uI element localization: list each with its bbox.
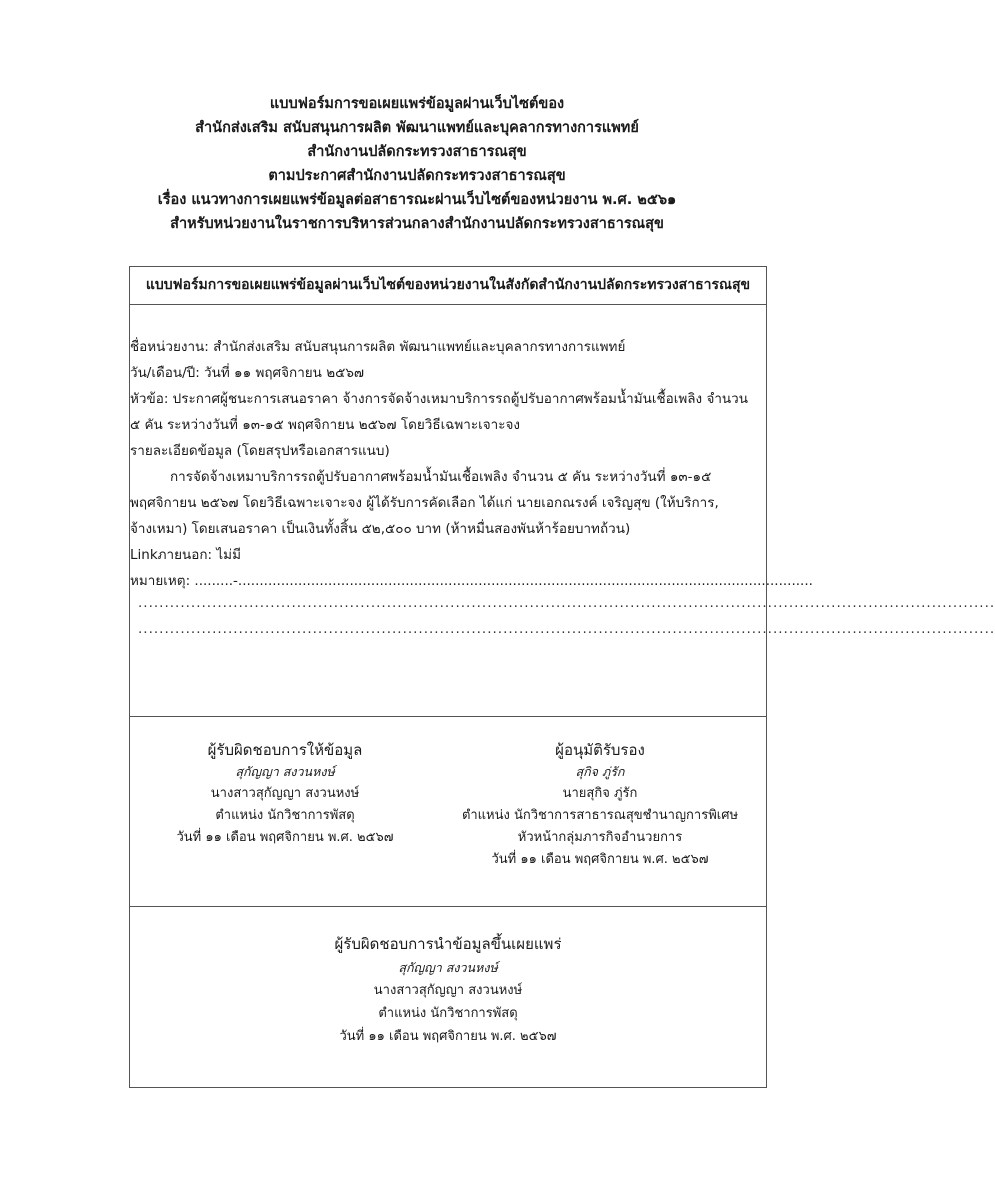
- external-link: Linkภายนอก: ไม่มี: [130, 547, 241, 563]
- header-line-5: เรื่อง แนวทางการเผยแพร่ข้อมูลต่อสาธารณะผ่านเว็บไซต์ของหน่วยงาน พ.ศ. ๒๕๖๑: [157, 192, 677, 208]
- approver-signature: สุกิจ ภู่รัก: [575, 764, 625, 779]
- remark-dotted-line-2: ..................................................................................................................................................................: [138, 621, 995, 637]
- header-line-2: สำนักส่งเสริม สนับสนุนการผลิต พัฒนาแพทย์และบุคลากรทางการแพทย์: [195, 120, 639, 136]
- header-line-6: สำหรับหน่วยงานในราชการบริหารส่วนกลางสำนักงานปลัดกระทรวงสาธารณสุข: [170, 216, 664, 232]
- summary-line-1: การจัดจ้างเหมาบริการรถตู้ปรับอากาศพร้อมน้ำมันเชื้อเพลิง จำนวน ๕ คัน ระหว่างวันที่ ๑๓-๑๕: [170, 469, 712, 485]
- remark-dotted-line-1: ..................................................................................................................................................................: [138, 595, 995, 611]
- header-line-4: ตามประกาศสำนักงานปลัดกระทรวงสาธารณสุข: [268, 168, 566, 184]
- publisher-position: ตำแหน่ง นักวิชาการพัสดุ: [378, 1006, 518, 1021]
- publication-form: [129, 266, 995, 1088]
- approver-heading: ผู้อนุมัติรับรอง: [555, 741, 645, 759]
- summary-line-3: จ้างเหมา) โดยเสนอราคา เป็นเงินทั้งสิ้น ๕๒,๕๐๐ บาท (ห้าหมื่นสองพันห้าร้อยบาทถ้วน): [130, 521, 631, 537]
- approver-name: นายสุกิจ ภู่รัก: [562, 786, 638, 801]
- header-line-1: แบบฟอร์มการขอเผยแพร่ข้อมูลผ่านเว็บไซต์ของ: [269, 96, 565, 112]
- agency-name: ชื่อหน่วยงาน: สำนักส่งเสริม สนับสนุนการผลิต พัฒนาแพทย์และบุคลากรทางการแพทย์: [130, 339, 626, 355]
- approver-position: ตำแหน่ง นักวิชาการสาธารณสุขชำนาญการพิเศษ: [461, 808, 739, 823]
- responsible-name: นางสาวสุกัญญา สงวนหงษ์: [210, 786, 360, 801]
- signature-section: [130, 717, 766, 907]
- summary-label: รายละเอียดข้อมูล (โดยสรุปหรือเอกสารแนบ): [130, 443, 390, 459]
- publisher-heading: ผู้รับผิดชอบการนำข้อมูลขึ้นเผยแพร่: [334, 935, 562, 953]
- publisher-signature: สุกัญญา สงวนหงษ์: [398, 960, 498, 975]
- approver-date: วันที่ ๑๑ เดือน พฤศจิกายน พ.ศ. ๒๕๖๗: [491, 852, 709, 867]
- details-section: [130, 305, 995, 717]
- publisher-date: วันที่ ๑๑ เดือน พฤศจิกายน พ.ศ. ๒๕๖๗: [339, 1029, 557, 1044]
- header-line-3: สำนักงานปลัดกระทรวงสาธารณสุข: [307, 144, 527, 160]
- form-title: แบบฟอร์มการขอเผยแพร่ข้อมูลผ่านเว็บไซต์ของหน่วยงานในสังกัดสำนักงานปลัดกระทรวงสาธารณสุข: [130, 267, 766, 305]
- subject-line-1: หัวข้อ: ประกาศผู้ชนะการเสนอราคา จ้างการจัดจ้างเหมาบริการรถตู้ปรับอากาศพร้อมน้ำมันเชื้อเพลิง จำนวน: [130, 391, 748, 407]
- document-header: [0, 92, 834, 236]
- publisher-section: [130, 907, 766, 1089]
- responsible-date: วันที่ ๑๑ เดือน พฤศจิกายน พ.ศ. ๒๕๖๗: [176, 830, 394, 845]
- subject-line-2: ๕ คัน ระหว่างวันที่ ๑๓-๑๕ พฤศจิกายน ๒๕๖๗ โดยวิธีเฉพาะเจาะจง: [130, 417, 520, 433]
- publish-date: วัน/เดือน/ปี: วันที่ ๑๑ พฤศจิกายน ๒๕๖๗: [130, 365, 365, 381]
- remark: หมายเหตุ: .........-......................................................................................................................................: [130, 573, 813, 589]
- publisher-name: นางสาวสุกัญญา สงวนหงษ์: [373, 983, 523, 998]
- responsible-position: ตำแหน่ง นักวิชาการพัสดุ: [215, 808, 355, 823]
- approver-block: [450, 739, 750, 871]
- responsible-signature: สุกัญญา สงวนหงษ์: [235, 764, 335, 779]
- responsible-heading: ผู้รับผิดชอบการให้ข้อมูล: [207, 741, 363, 759]
- summary-line-2: พฤศจิกายน ๒๕๖๗ โดยวิธีเฉพาะเจาะจง ผู้ได้รับการคัดเลือก ได้แก่ นายเอกณรงค์ เจริญสุข (ให้บริการ,: [130, 495, 719, 511]
- responsible-block: [150, 739, 420, 849]
- approver-role: หัวหน้ากลุ่มภารกิจอำนวยการ: [517, 830, 683, 845]
